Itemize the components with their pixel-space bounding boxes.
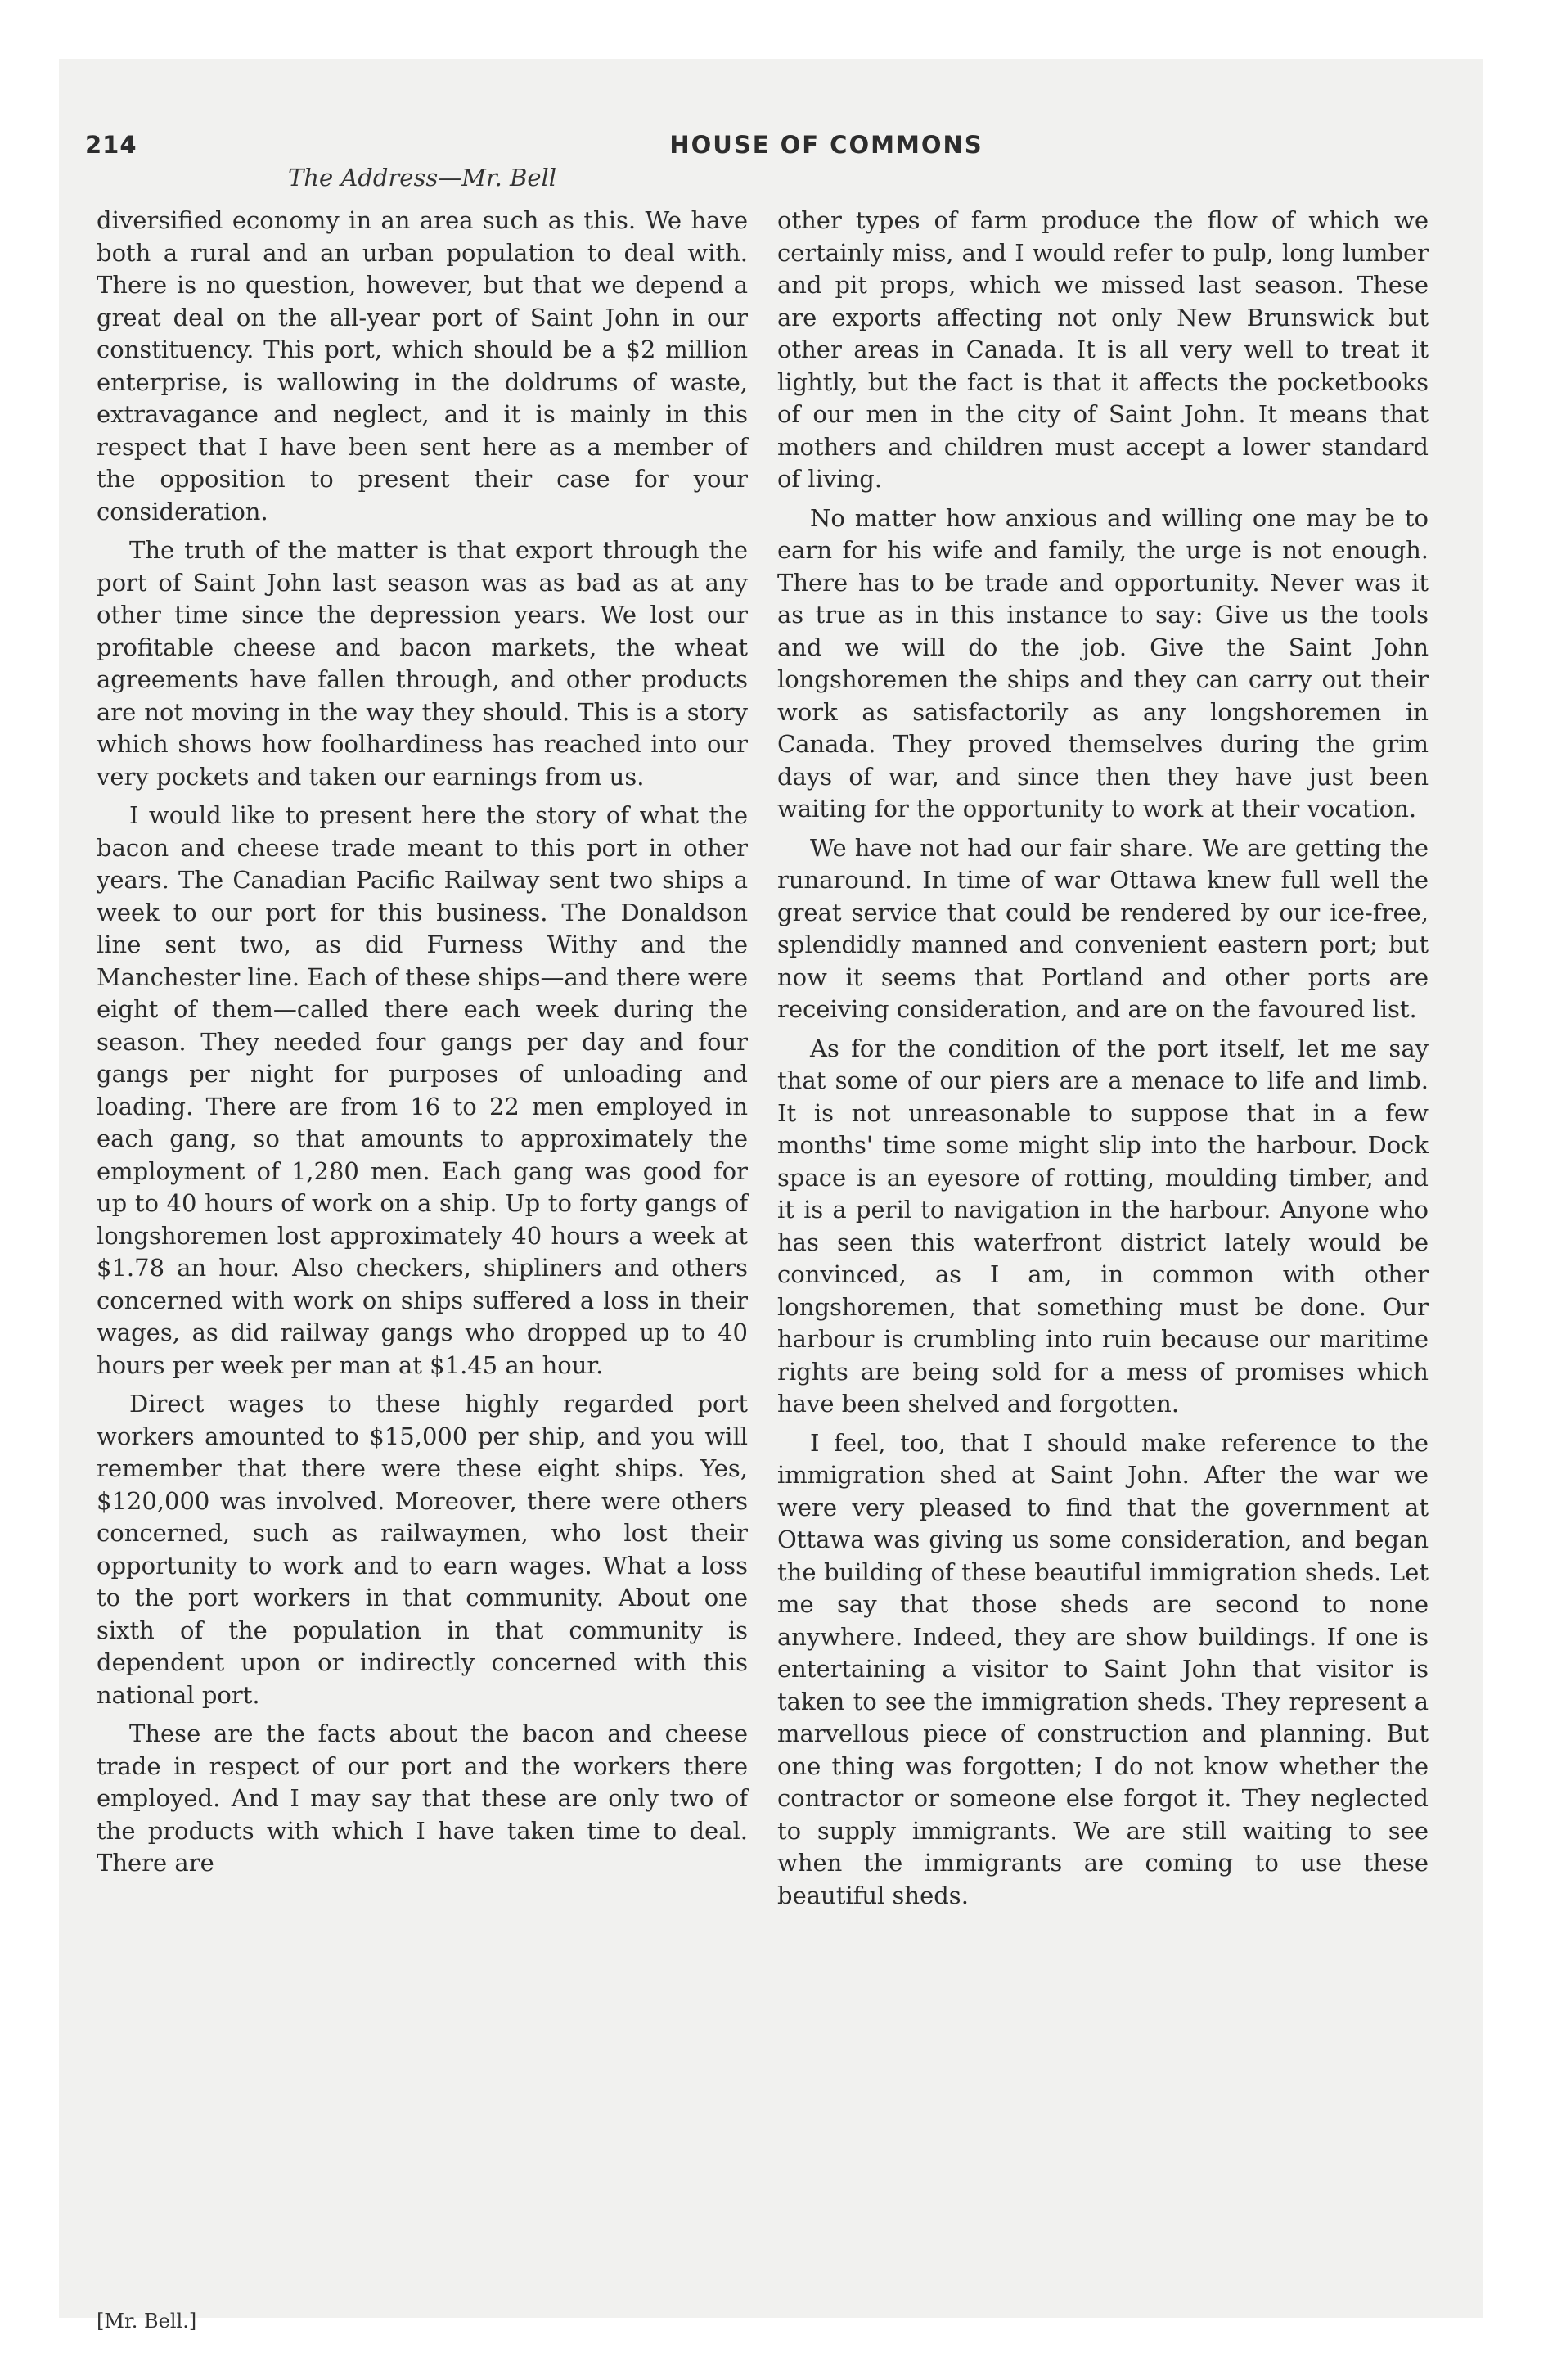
paragraph: I would like to present here the story of what the bacon and cheese trade meant to this port in other years. The Canadian Pacific Railway sent two ships a week to our port for this business. The Donaldson line sent two, as did Furness Withy and the Manchester line. Each of these ships—and there were eight of them—called there each week during the season. They needed four gangs per day and four gangs per night for purposes of unloading and loading. There are from 16 to 22 men employed in each gang, so that amounts to approximately the employment of 1,280 men. Each gang was good for up to 40 hours of work on a ship. Up to forty gangs of longshoremen lost approximately 40 hours a week at $1.78 an hour. Also checkers, shipliners and others concerned with work on ships suffered a loss in their wages, as did railway gangs who dropped up to 40 hours per week per man at $1.45 an hour.: [97, 801, 748, 1379]
paragraph: The truth of the matter is that export through the port of Saint John last season was as bad as at any other time since the depression years. We lost our profitable cheese and bacon markets, the wheat agreements have fallen through, and other products are not moving in the way they should. This is a story which shows how foolhardiness has reached into our very pockets and taken our earnings from us.: [97, 536, 748, 791]
paragraph: As for the condition of the port itself, let me say that some of our piers are a menace to life and limb. It is not unreasonable to suppose that in a few months' time some might slip into the harbour. Dock space is an eyesore of rotting, moulding timber, and it is a peril to navigation in the harbour. Anyone who has seen this waterfront district lately would be convinced, as I am, in common with other longshoremen, that something must be done. Our harbour is crumbling into ruin because our maritime rights are being sold for a mess of promises which have been shelved and forgotten.: [777, 1034, 1429, 1418]
paragraph: We have not had our fair share. We are getting the runaround. In time of war Ottawa knew full well the great service that could be rendered by our ice-free, splendidly manned and convenient eastern port; but now it seems that Portland and other ports are receiving consideration, and are on the favoured list.: [777, 833, 1429, 1023]
paragraph: Direct wages to these highly regarded port workers amounted to $15,000 per ship, and you will remember that there were these eight ships. Yes, $120,000 was involved. Moreover, there were others concerned, such as railwaymen, who lost their opportunity to work and to earn wages. What a loss to the port workers in that community. About one sixth of the population in that community is dependent upon or indirectly concerned with this national port.: [97, 1390, 748, 1709]
speaker-footnote: [Mr. Bell.]: [97, 2310, 197, 2333]
paragraph: other types of farm produce the flow of which we certainly miss, and I would refer to pulp, long lumber and pit props, which we missed last season. These are exports affecting not only New Brunswick but other areas in Canada. It is all very well to treat it lightly, but the fact is that it affects the pocketbooks of our men in the city of Saint John. It means that mothers and children must accept a lower standard of living.: [777, 206, 1429, 493]
paragraph: diversified economy in an area such as this. We have both a rural and an urban population to deal with. There is no question, however, but that we depend a great deal on the all-year port of Saint John in our constituency. This port, which should be a $2 million enterprise, is wallowing in the doldrums of waste, extravagance and neglect, and it is mainly in this respect that I have been sent here as a member of the opposition to present their case for your consideration.: [97, 206, 748, 525]
page-number: 214: [85, 131, 137, 159]
paragraph: No matter how anxious and willing one may be to earn for his wife and family, the urge is not enough. There has to be trade and opportunity. Never was it as true as in this instance to say: Give us the tools and we will do the job. Give the Saint John longshoremen the ships and they can carry out their work as satisfactorily as any longshoremen in Canada. They proved themselves during the grim days of war, and since then they have just been waiting for the opportunity to work at their vocation.: [777, 503, 1429, 823]
right-column: [777, 205, 1429, 1918]
paragraph: I feel, too, that I should make reference to the immigration shed at Saint John. After the war we were very pleased to find that the government at Ottawa was giving us some consideration, and began the building of these beautiful immigration sheds. Let me say that those sheds are second to none anywhere. Indeed, they are show buildings. If one is entertaining a visitor to Saint John that visitor is taken to see the immigration sheds. They represent a marvellous piece of construction and planning. But one thing was forgotten; I do not know whether the contractor or someone else forgot it. They neglected to supply immigrants. We are still waiting to see when the immigrants are coming to use these beautiful sheds.: [777, 1428, 1429, 1909]
paragraph: These are the facts about the bacon and cheese trade in respect of our port and the workers there employed. And I may say that these are only two of the products with which I have taken time to deal. There are: [97, 1720, 748, 1877]
section-heading: The Address—Mr. Bell: [287, 164, 557, 192]
running-head: HOUSE OF COMMONS: [669, 131, 983, 159]
left-column: [97, 205, 748, 1886]
